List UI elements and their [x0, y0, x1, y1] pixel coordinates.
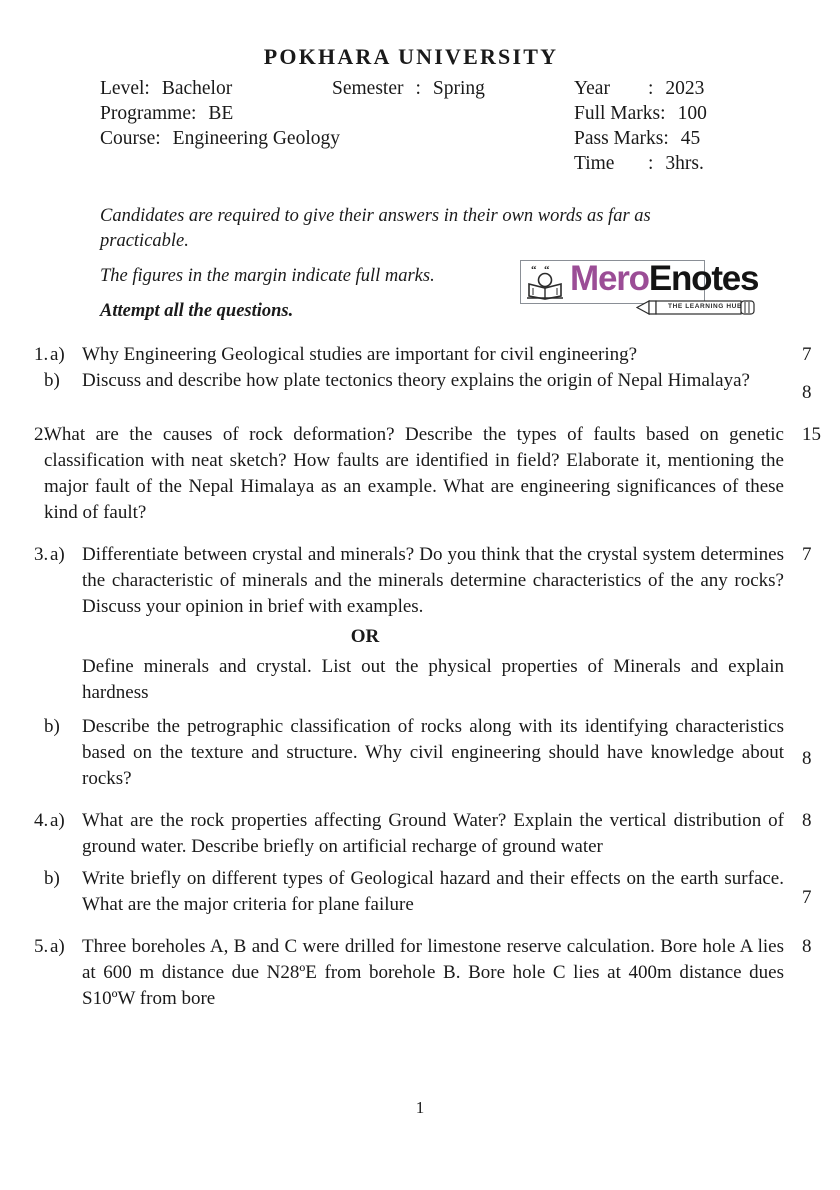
meta-course [100, 126, 341, 151]
meta-level [100, 76, 332, 101]
question-part-text: Describe the petrographic classification of rocks along with its identifying characteristics based on the texture and structure. Why civil engineering should have knowledge about rocks? [82, 716, 784, 789]
svg-text:“: “ [544, 264, 550, 276]
logo-wordmark [570, 259, 758, 299]
meta-full-marks-key: Full Marks: [574, 103, 666, 124]
questions-list [0, 342, 840, 1012]
question-part-letter: a) [50, 344, 65, 365]
instruction-line-3: Attempt all the questions. [100, 301, 294, 321]
question-part-text: Differentiate between crystal and minerals? Do you think that the crystal system determines the characteristic of minerals and the minerals determine characteristics of the any rocks? Discuss your opinion in brief with examples. [82, 544, 784, 617]
question-group-4 [0, 808, 840, 918]
meta-course-key: Course: [100, 128, 161, 149]
meta-semester-key: Semester [332, 78, 404, 99]
logo-word-enotes: Enotes [648, 259, 759, 298]
question-part-letter: a) [50, 544, 65, 565]
meta-time-key: Time [574, 153, 615, 174]
meta-year-value: 2023 [665, 78, 705, 99]
question-number: 3. [34, 544, 49, 565]
or-separator: OR [350, 626, 380, 647]
page-number: 1 [415, 1098, 425, 1117]
meta-pass-marks-value: 45 [680, 128, 701, 149]
question-number: 1. [34, 344, 49, 365]
meta-row-level [100, 76, 760, 101]
svg-text:“: “ [531, 264, 537, 276]
instruction-line-2: The figures in the margin indicate full marks. [100, 266, 435, 286]
question-marks: 7 [802, 544, 812, 565]
question-part [0, 714, 840, 792]
question-part-text: Three boreholes A, B and C were drilled for limestone reserve calculation. Bore hole A lies at 600 m distance due N28ºE from borehole B. Bore hole C lies at 400m distance dues S10ºW from bore [82, 936, 784, 1009]
meta-level-key: Level: [100, 78, 150, 99]
open-book-reader-icon [524, 262, 566, 302]
page-title: POKHARA UNIVERSITY [263, 44, 559, 69]
question-group-5 [0, 934, 840, 1012]
question-part-text: Define minerals and crystal. List out the physical properties of Minerals and explain hardness [82, 656, 784, 703]
meta-semester-value: Spring [432, 78, 485, 99]
question-part [0, 866, 840, 918]
meta-pass-marks-key: Pass Marks: [574, 128, 669, 149]
question-group-1 [0, 342, 840, 406]
question-part [0, 368, 840, 406]
meta-course-value: Engineering Geology [172, 128, 341, 149]
meta-year-key: Year [574, 78, 610, 99]
question-part-text: Discuss and describe how plate tectonics theory explains the origin of Nepal Himalaya? [82, 370, 750, 391]
question-part-text: What are the rock properties affecting Ground Water? Explain the vertical distribution of ground water. Describe briefly on artificial recharge of ground water [82, 810, 784, 857]
meroenotes-logo [518, 258, 759, 318]
meta-pass-marks [574, 126, 760, 151]
question-part-text: Why Engineering Geological studies are important for civil engineering? [82, 344, 638, 365]
question-marks: 8 [802, 748, 812, 769]
question-number: 4. [34, 810, 49, 831]
exam-meta-block [0, 76, 840, 176]
meta-year [574, 76, 760, 101]
question-part-alternative [0, 654, 840, 706]
question-part-text: Write briefly on different types of Geological hazard and their effects on the earth surface. What are the major criteria for plane failure [82, 868, 784, 915]
question-part-letter: b) [44, 868, 60, 889]
question-marks: 7 [802, 887, 812, 908]
meta-semester [332, 76, 574, 101]
meta-programme-value: BE [208, 103, 234, 124]
meta-time-sep: : [648, 153, 654, 174]
question-group-3 [0, 542, 840, 792]
question-marks: 7 [802, 344, 812, 365]
meta-time [574, 151, 760, 176]
question-part-letter: b) [44, 716, 60, 737]
question-part-letter: b) [44, 370, 60, 391]
meta-programme-key: Programme: [100, 103, 197, 124]
question-part-letter: a) [50, 936, 65, 957]
meta-time-value: 3hrs. [665, 153, 704, 174]
question-marks: 8 [802, 936, 812, 957]
meta-year-sep: : [648, 78, 654, 99]
question-part [0, 808, 840, 860]
question-part [0, 934, 840, 1012]
question-marks: 15 [802, 424, 821, 445]
meta-row-programme [100, 101, 760, 126]
meta-full-marks [574, 101, 760, 126]
question-part-text: What are the causes of rock deformation? Describe the types of faults based on genetic classification with neat sketch? How faults are identified in field? Elaborate it, mentioning the major fault of the Nepal Himalaya as an example. What are engineering significances of these kind of fault? [44, 424, 784, 523]
question-part-letter: a) [50, 810, 65, 831]
question-part [0, 422, 840, 526]
meta-programme [100, 101, 332, 126]
meta-semester-sep: : [415, 78, 421, 99]
question-group-2 [0, 422, 840, 526]
meta-full-marks-value: 100 [677, 103, 707, 124]
question-part [0, 342, 840, 368]
meta-level-value: Bachelor [161, 78, 233, 99]
question-number: 2. [34, 424, 49, 445]
question-marks: 8 [802, 810, 812, 831]
question-marks: 8 [802, 382, 812, 403]
logo-word-mero: Mero [570, 259, 649, 298]
meta-row-course [100, 126, 760, 151]
logo-tagline: THE LEARNING HUB [668, 303, 743, 310]
question-number: 5. [34, 936, 49, 957]
instruction-line-1: Candidates are required to give their answers in their own words as far as practicable. [100, 206, 651, 251]
question-part [0, 542, 840, 620]
meta-row-time [100, 151, 760, 176]
